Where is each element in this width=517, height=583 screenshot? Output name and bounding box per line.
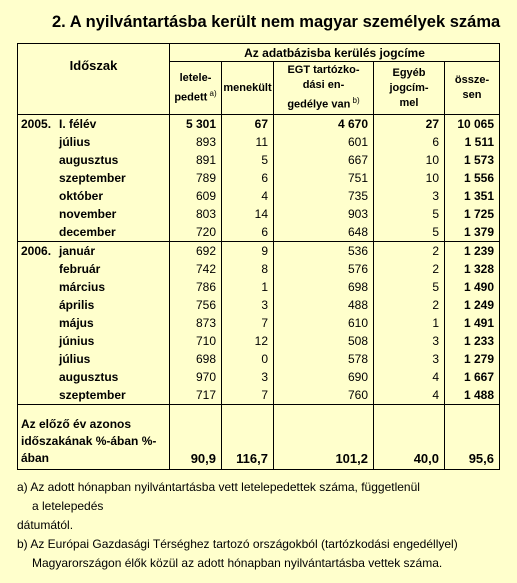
year-label: 2005. xyxy=(21,117,52,131)
value-cell: 1 249 xyxy=(445,296,500,314)
period-cell xyxy=(18,332,170,350)
summary-value: 90,9 xyxy=(170,405,222,470)
table-header xyxy=(18,44,500,115)
value-cell: 601 xyxy=(274,133,374,151)
period-cell xyxy=(18,223,170,242)
month-label: augusztus xyxy=(59,153,119,167)
value-cell: 508 xyxy=(274,332,374,350)
value-cell: 803 xyxy=(170,205,222,223)
value-cell: 786 xyxy=(170,278,222,296)
value-cell: 67 xyxy=(222,115,274,134)
value-cell: 4 xyxy=(374,368,445,386)
month-label: I. félév xyxy=(59,117,97,131)
summary-value: 95,6 xyxy=(445,405,500,470)
value-cell: 5 xyxy=(374,278,445,296)
footnote-line: b) Az Európai Gazdasági Térséghez tartozó országokból (tartózkodási engedéllyel) xyxy=(17,537,458,551)
value-cell: 4 xyxy=(374,386,445,405)
value-cell: 5 xyxy=(222,151,274,169)
table-row xyxy=(18,151,500,169)
value-cell: 3 xyxy=(374,332,445,350)
value-cell: 610 xyxy=(274,314,374,332)
month-label: január xyxy=(59,244,96,258)
table-body xyxy=(18,115,500,470)
summary-label: Az előző év azonos időszakának %-ában %-ában xyxy=(18,405,170,470)
value-cell: 893 xyxy=(170,133,222,151)
value-cell: 789 xyxy=(170,169,222,187)
value-cell: 1 xyxy=(222,278,274,296)
value-cell: 1 279 xyxy=(445,350,500,368)
table-row xyxy=(18,332,500,350)
footnote-line: a letelepedés xyxy=(32,499,104,513)
value-cell: 1 328 xyxy=(445,260,500,278)
value-cell: 10 xyxy=(374,151,445,169)
value-cell: 7 xyxy=(222,314,274,332)
value-cell: 667 xyxy=(274,151,374,169)
value-cell: 710 xyxy=(170,332,222,350)
col-header-menekult: menekült xyxy=(222,62,274,115)
period-cell xyxy=(18,386,170,405)
page-title: 2. A nyilvántartásba került nem magyar személyek száma xyxy=(52,13,501,31)
value-cell: 717 xyxy=(170,386,222,405)
value-cell: 698 xyxy=(274,278,374,296)
month-label: november xyxy=(59,207,117,221)
period-cell xyxy=(18,205,170,223)
value-cell: 1 488 xyxy=(445,386,500,405)
group-header: Az adatbázisba kerülés jogcíme xyxy=(170,44,500,62)
value-cell: 10 xyxy=(374,169,445,187)
col-header-osszesen: össze- sen xyxy=(445,62,500,115)
year-label: 2006. xyxy=(21,244,52,258)
value-cell: 488 xyxy=(274,296,374,314)
footnote-line: dátumától. xyxy=(17,518,74,532)
value-cell: 873 xyxy=(170,314,222,332)
summary-value: 101,2 xyxy=(274,405,374,470)
table-row xyxy=(18,133,500,151)
period-cell xyxy=(18,115,170,134)
value-cell: 970 xyxy=(170,368,222,386)
footnotes xyxy=(17,478,499,573)
month-label: március xyxy=(59,280,106,294)
value-cell: 3 xyxy=(374,187,445,205)
value-cell: 5 301 xyxy=(170,115,222,134)
value-cell: 11 xyxy=(222,133,274,151)
footnote-line: Magyarországon élők közül az adott hónapban nyilvántartásba vettek száma. xyxy=(32,556,443,570)
footnote-line: a) Az adott hónapban nyilvántartásba vett letelepedettek száma, függetlenül xyxy=(17,480,420,494)
value-cell: 578 xyxy=(274,350,374,368)
month-label: október xyxy=(59,189,104,203)
month-label: szeptember xyxy=(59,388,126,402)
period-cell xyxy=(18,260,170,278)
period-cell xyxy=(18,151,170,169)
summary-value: 116,7 xyxy=(222,405,274,470)
value-cell: 0 xyxy=(222,350,274,368)
value-cell: 27 xyxy=(374,115,445,134)
col-header-egyeb: Egyéb jogcím- mel xyxy=(374,62,445,115)
summary-row xyxy=(18,405,500,470)
period-cell xyxy=(18,187,170,205)
table-row xyxy=(18,350,500,368)
period-cell xyxy=(18,278,170,296)
month-label: december xyxy=(59,225,116,239)
value-cell: 4 xyxy=(222,187,274,205)
month-label: július xyxy=(59,135,91,149)
month-label: szeptember xyxy=(59,171,126,185)
table-row xyxy=(18,242,500,261)
value-cell: 690 xyxy=(274,368,374,386)
value-cell: 692 xyxy=(170,242,222,261)
table-row xyxy=(18,296,500,314)
table-row xyxy=(18,205,500,223)
value-cell: 1 491 xyxy=(445,314,500,332)
value-cell: 1 725 xyxy=(445,205,500,223)
table-row xyxy=(18,115,500,134)
value-cell: 6 xyxy=(222,169,274,187)
value-cell: 7 xyxy=(222,386,274,405)
month-label: július xyxy=(59,352,91,366)
value-cell: 760 xyxy=(274,386,374,405)
value-cell: 9 xyxy=(222,242,274,261)
value-cell: 648 xyxy=(274,223,374,242)
value-cell: 2 xyxy=(374,242,445,261)
month-label: augusztus xyxy=(59,370,119,384)
value-cell: 6 xyxy=(374,133,445,151)
month-label: február xyxy=(59,262,101,276)
value-cell: 4 670 xyxy=(274,115,374,134)
value-cell: 2 xyxy=(374,296,445,314)
value-cell: 1 351 xyxy=(445,187,500,205)
period-cell xyxy=(18,296,170,314)
value-cell: 6 xyxy=(222,223,274,242)
col-header-egt: EGT tartózko- dási en- gedélye van $^{b)}$ xyxy=(274,62,374,115)
footnote-marker: b) xyxy=(350,96,360,106)
value-cell: 735 xyxy=(274,187,374,205)
table-row xyxy=(18,278,500,296)
period-cell xyxy=(18,350,170,368)
table-row xyxy=(18,314,500,332)
value-cell: 3 xyxy=(222,368,274,386)
month-label: április xyxy=(59,298,95,312)
col-header-letelepedett: letele- pedett $^{a)}$ xyxy=(170,62,222,115)
table-row xyxy=(18,260,500,278)
table-row xyxy=(18,368,500,386)
value-cell: 5 xyxy=(374,205,445,223)
data-table xyxy=(17,43,500,470)
period-cell xyxy=(18,242,170,261)
value-cell: 903 xyxy=(274,205,374,223)
value-cell: 1 511 xyxy=(445,133,500,151)
value-cell: 1 490 xyxy=(445,278,500,296)
value-cell: 1 239 xyxy=(445,242,500,261)
value-cell: 576 xyxy=(274,260,374,278)
value-cell: 2 xyxy=(374,260,445,278)
value-cell: 891 xyxy=(170,151,222,169)
month-label: június xyxy=(59,334,95,348)
value-cell: 1 573 xyxy=(445,151,500,169)
value-cell: 1 xyxy=(374,314,445,332)
value-cell: 3 xyxy=(374,350,445,368)
value-cell: 10 065 xyxy=(445,115,500,134)
table-row xyxy=(18,223,500,242)
value-cell: 8 xyxy=(222,260,274,278)
value-cell: 742 xyxy=(170,260,222,278)
table-row xyxy=(18,386,500,405)
value-cell: 1 233 xyxy=(445,332,500,350)
value-cell: 12 xyxy=(222,332,274,350)
value-cell: 3 xyxy=(222,296,274,314)
value-cell: 14 xyxy=(222,205,274,223)
value-cell: 5 xyxy=(374,223,445,242)
table-row xyxy=(18,187,500,205)
period-header: Időszak xyxy=(18,44,170,115)
month-label: május xyxy=(59,316,94,330)
period-cell xyxy=(18,368,170,386)
value-cell: 536 xyxy=(274,242,374,261)
period-cell xyxy=(18,169,170,187)
period-cell xyxy=(18,133,170,151)
period-cell xyxy=(18,314,170,332)
table-row xyxy=(18,169,500,187)
value-cell: 1 379 xyxy=(445,223,500,242)
summary-value: 40,0 xyxy=(374,405,445,470)
value-cell: 756 xyxy=(170,296,222,314)
value-cell: 609 xyxy=(170,187,222,205)
value-cell: 1 667 xyxy=(445,368,500,386)
footnote-marker: a) xyxy=(207,88,217,98)
value-cell: 1 556 xyxy=(445,169,500,187)
value-cell: 698 xyxy=(170,350,222,368)
value-cell: 720 xyxy=(170,223,222,242)
value-cell: 751 xyxy=(274,169,374,187)
